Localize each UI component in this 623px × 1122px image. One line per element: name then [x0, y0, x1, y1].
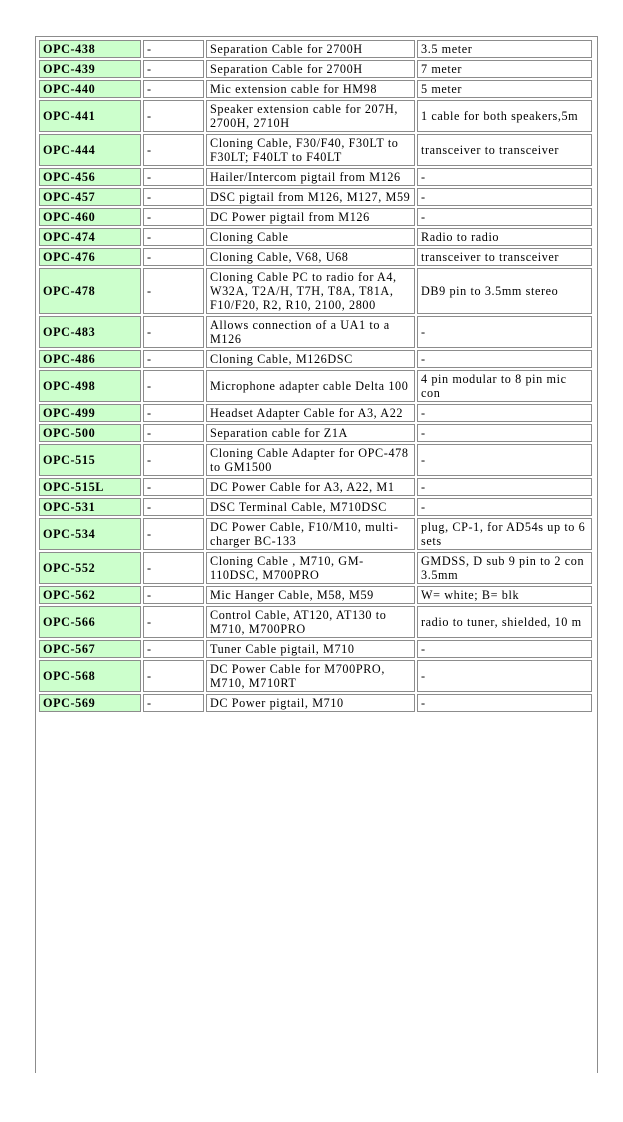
description-cell: DC Power pigtail, M710 — [206, 694, 415, 712]
part-number-cell: OPC-498 — [39, 370, 141, 402]
table-row — [39, 134, 592, 166]
description-cell: DC Power Cable for A3, A22, M1 — [206, 478, 415, 496]
description-cell: DC Power Cable for M700PRO, M710, M710RT — [206, 660, 415, 692]
description-cell: Separation Cable for 2700H — [206, 40, 415, 58]
dash-cell: - — [143, 316, 204, 348]
table-row — [39, 518, 592, 550]
dash-cell: - — [143, 404, 204, 422]
part-number-cell: OPC-474 — [39, 228, 141, 246]
part-number-cell: OPC-569 — [39, 694, 141, 712]
notes-cell: - — [417, 640, 592, 658]
table-row — [39, 168, 592, 186]
dash-cell: - — [143, 60, 204, 78]
table-row — [39, 268, 592, 314]
dash-cell: - — [143, 134, 204, 166]
notes-cell: DB9 pin to 3.5mm stereo — [417, 268, 592, 314]
table-row — [39, 660, 592, 692]
description-cell: Microphone adapter cable Delta 100 — [206, 370, 415, 402]
table-row — [39, 404, 592, 422]
notes-cell: plug, CP-1, for AD54s up to 6 sets — [417, 518, 592, 550]
notes-cell: - — [417, 660, 592, 692]
dash-cell: - — [143, 188, 204, 206]
table-row — [39, 248, 592, 266]
notes-cell: - — [417, 498, 592, 516]
part-number-cell: OPC-483 — [39, 316, 141, 348]
description-cell: Headset Adapter Cable for A3, A22 — [206, 404, 415, 422]
part-number-cell: OPC-534 — [39, 518, 141, 550]
notes-cell: 4 pin modular to 8 pin mic con — [417, 370, 592, 402]
description-cell: Allows connection of a UA1 to a M126 — [206, 316, 415, 348]
part-number-cell: OPC-486 — [39, 350, 141, 368]
dash-cell: - — [143, 80, 204, 98]
notes-cell: - — [417, 444, 592, 476]
description-cell: Mic Hanger Cable, M58, M59 — [206, 586, 415, 604]
table-row — [39, 444, 592, 476]
part-number-cell: OPC-456 — [39, 168, 141, 186]
part-number-cell: OPC-457 — [39, 188, 141, 206]
notes-cell: Radio to radio — [417, 228, 592, 246]
description-cell: Separation cable for Z1A — [206, 424, 415, 442]
table-row — [39, 316, 592, 348]
table-row — [39, 606, 592, 638]
table-row — [39, 40, 592, 58]
description-cell: DSC pigtail from M126, M127, M59 — [206, 188, 415, 206]
notes-cell: - — [417, 316, 592, 348]
table-row — [39, 370, 592, 402]
dash-cell: - — [143, 640, 204, 658]
notes-cell: - — [417, 694, 592, 712]
table-row — [39, 498, 592, 516]
part-number-cell: OPC-444 — [39, 134, 141, 166]
table-row — [39, 100, 592, 132]
notes-cell: - — [417, 478, 592, 496]
notes-cell: transceiver to transceiver — [417, 134, 592, 166]
table-row — [39, 640, 592, 658]
dash-cell: - — [143, 208, 204, 226]
description-cell: DC Power Cable, F10/M10, multi-charger BC-133 — [206, 518, 415, 550]
part-number-cell: OPC-515L — [39, 478, 141, 496]
dash-cell: - — [143, 694, 204, 712]
description-cell: Control Cable, AT120, AT130 to M710, M700PRO — [206, 606, 415, 638]
description-cell: Cloning Cable PC to radio for A4, W32A, T2A/H, T7H, T8A, T81A, F10/F20, R2, R10, 2100, 2800 — [206, 268, 415, 314]
part-number-cell: OPC-500 — [39, 424, 141, 442]
description-cell: Cloning Cable , M710, GM-110DSC, M700PRO — [206, 552, 415, 584]
part-number-cell: OPC-441 — [39, 100, 141, 132]
table-row — [39, 208, 592, 226]
description-cell: Mic extension cable for HM98 — [206, 80, 415, 98]
table-row — [39, 80, 592, 98]
description-cell: Hailer/Intercom pigtail from M126 — [206, 168, 415, 186]
notes-cell: 7 meter — [417, 60, 592, 78]
description-cell: Separation Cable for 2700H — [206, 60, 415, 78]
notes-cell: GMDSS, D sub 9 pin to 2 con 3.5mm — [417, 552, 592, 584]
table-row — [39, 228, 592, 246]
notes-cell: radio to tuner, shielded, 10 m — [417, 606, 592, 638]
notes-cell: - — [417, 350, 592, 368]
part-number-cell: OPC-515 — [39, 444, 141, 476]
table-row — [39, 694, 592, 712]
part-number-cell: OPC-440 — [39, 80, 141, 98]
part-number-cell: OPC-478 — [39, 268, 141, 314]
notes-cell: 1 cable for both speakers,5m — [417, 100, 592, 132]
dash-cell: - — [143, 552, 204, 584]
dash-cell: - — [143, 424, 204, 442]
dash-cell: - — [143, 498, 204, 516]
dash-cell: - — [143, 478, 204, 496]
notes-cell: - — [417, 188, 592, 206]
description-cell: Cloning Cable — [206, 228, 415, 246]
description-cell: Cloning Cable, M126DSC — [206, 350, 415, 368]
dash-cell: - — [143, 40, 204, 58]
cable-table — [37, 38, 594, 714]
description-cell: Tuner Cable pigtail, M710 — [206, 640, 415, 658]
part-number-cell: OPC-476 — [39, 248, 141, 266]
description-cell: Cloning Cable, V68, U68 — [206, 248, 415, 266]
dash-cell: - — [143, 370, 204, 402]
notes-cell: - — [417, 208, 592, 226]
part-number-cell: OPC-460 — [39, 208, 141, 226]
table-row — [39, 478, 592, 496]
part-number-cell: OPC-499 — [39, 404, 141, 422]
notes-cell: W= white; B= blk — [417, 586, 592, 604]
part-number-cell: OPC-567 — [39, 640, 141, 658]
dash-cell: - — [143, 168, 204, 186]
description-cell: Speaker extension cable for 207H, 2700H, 2710H — [206, 100, 415, 132]
part-number-cell: OPC-531 — [39, 498, 141, 516]
notes-cell: 5 meter — [417, 80, 592, 98]
part-number-cell: OPC-568 — [39, 660, 141, 692]
cable-table-body — [39, 40, 592, 712]
part-number-cell: OPC-438 — [39, 40, 141, 58]
notes-cell: - — [417, 424, 592, 442]
dash-cell: - — [143, 606, 204, 638]
notes-cell: - — [417, 404, 592, 422]
part-number-cell: OPC-562 — [39, 586, 141, 604]
dash-cell: - — [143, 660, 204, 692]
table-row — [39, 424, 592, 442]
dash-cell: - — [143, 100, 204, 132]
dash-cell: - — [143, 350, 204, 368]
notes-cell: transceiver to transceiver — [417, 248, 592, 266]
table-row — [39, 188, 592, 206]
notes-cell: - — [417, 168, 592, 186]
dash-cell: - — [143, 248, 204, 266]
description-cell: Cloning Cable Adapter for OPC-478 to GM1500 — [206, 444, 415, 476]
table-row — [39, 586, 592, 604]
dash-cell: - — [143, 518, 204, 550]
dash-cell: - — [143, 228, 204, 246]
dash-cell: - — [143, 586, 204, 604]
dash-cell: - — [143, 444, 204, 476]
dash-cell: - — [143, 268, 204, 314]
table-row — [39, 350, 592, 368]
notes-cell: 3.5 meter — [417, 40, 592, 58]
description-cell: DC Power pigtail from M126 — [206, 208, 415, 226]
table-row — [39, 552, 592, 584]
part-number-cell: OPC-552 — [39, 552, 141, 584]
description-cell: Cloning Cable, F30/F40, F30LT to F30LT; F40LT to F40LT — [206, 134, 415, 166]
part-number-cell: OPC-566 — [39, 606, 141, 638]
description-cell: DSC Terminal Cable, M710DSC — [206, 498, 415, 516]
table-row — [39, 60, 592, 78]
part-number-cell: OPC-439 — [39, 60, 141, 78]
